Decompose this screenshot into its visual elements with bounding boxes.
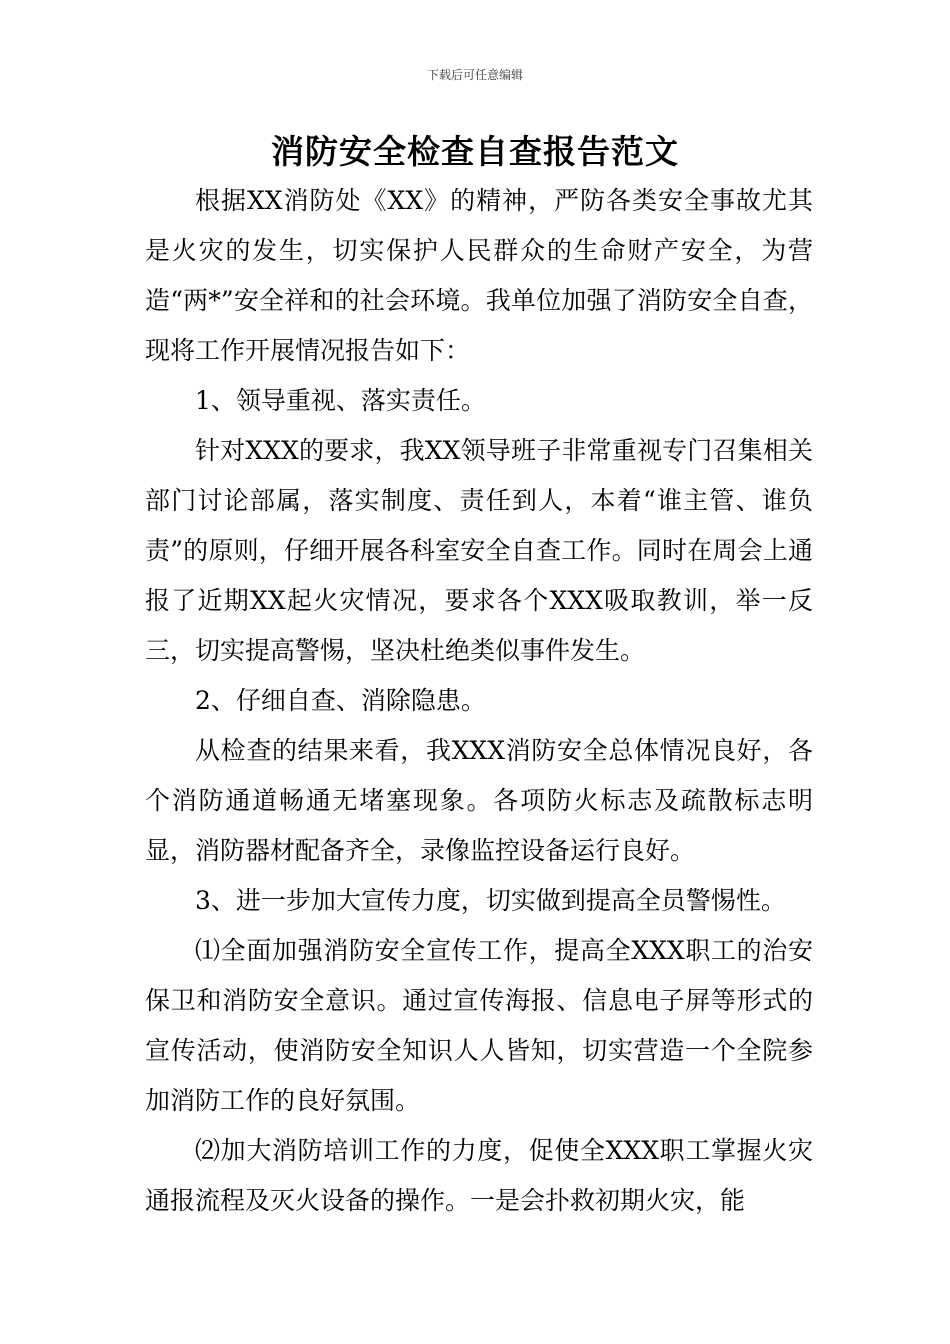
paragraph-section-1: 针对XXX的要求，我XX领导班子非常重视专门召集相关部门讨论部属，落实制度、责任到人，本着“谁主管、谁负责”的原则，仔细开展各科室安全自查工作。同时在周会上通报了近期XX起火灾情况，要求各个XXX吸取教训，举一反三，切实提高警惕，坚决杜绝类似事件发生。 [145, 436, 813, 665]
paragraph-item-2: ⑵加大消防培训工作的力度，促使全XXX职工掌握火灾通报流程及灭火设备的操作。一是会扑救初期火灾，能 [145, 1136, 813, 1215]
paragraph-section-2: 从检查的结果来看，我XXX消防安全总体情况良好，各个消防通道畅通无堵塞现象。各项防火标志及疏散标志明显，消防器材配备齐全，录像监控设备运行良好。 [145, 736, 813, 865]
section-heading-3: 3、进一步加大宣传力度，切实做到提高全员警惕性。 [195, 886, 786, 915]
header-note: 下载后可任意编辑 [426, 68, 523, 82]
paragraph-item-1: ⑴全面加强消防安全宣传工作，提高全XXX职工的治安保卫和消防安全意识。通过宣传海报、信息电子屏等形式的宣传活动，使消防安全知识人人皆知，切实营造一个全院参加消防工作的良好氛围。 [145, 936, 813, 1115]
section-heading-1: 1、领导重视、落实责任。 [195, 386, 486, 415]
document-title: 消防安全检查自查报告范文 [271, 132, 679, 171]
paragraph-intro: 根据XX消防处《XX》的精神，严防各类安全事故尤其是火灾的发生，切实保护人民群众的生命财产安全，为营造“两*”安全祥和的社会环境。我单位加强了消防安全自查，现将工作开展情况报告如下： [145, 186, 813, 365]
section-heading-2: 2、仔细自查、消除隐患。 [195, 686, 486, 715]
document-body [145, 176, 813, 1226]
